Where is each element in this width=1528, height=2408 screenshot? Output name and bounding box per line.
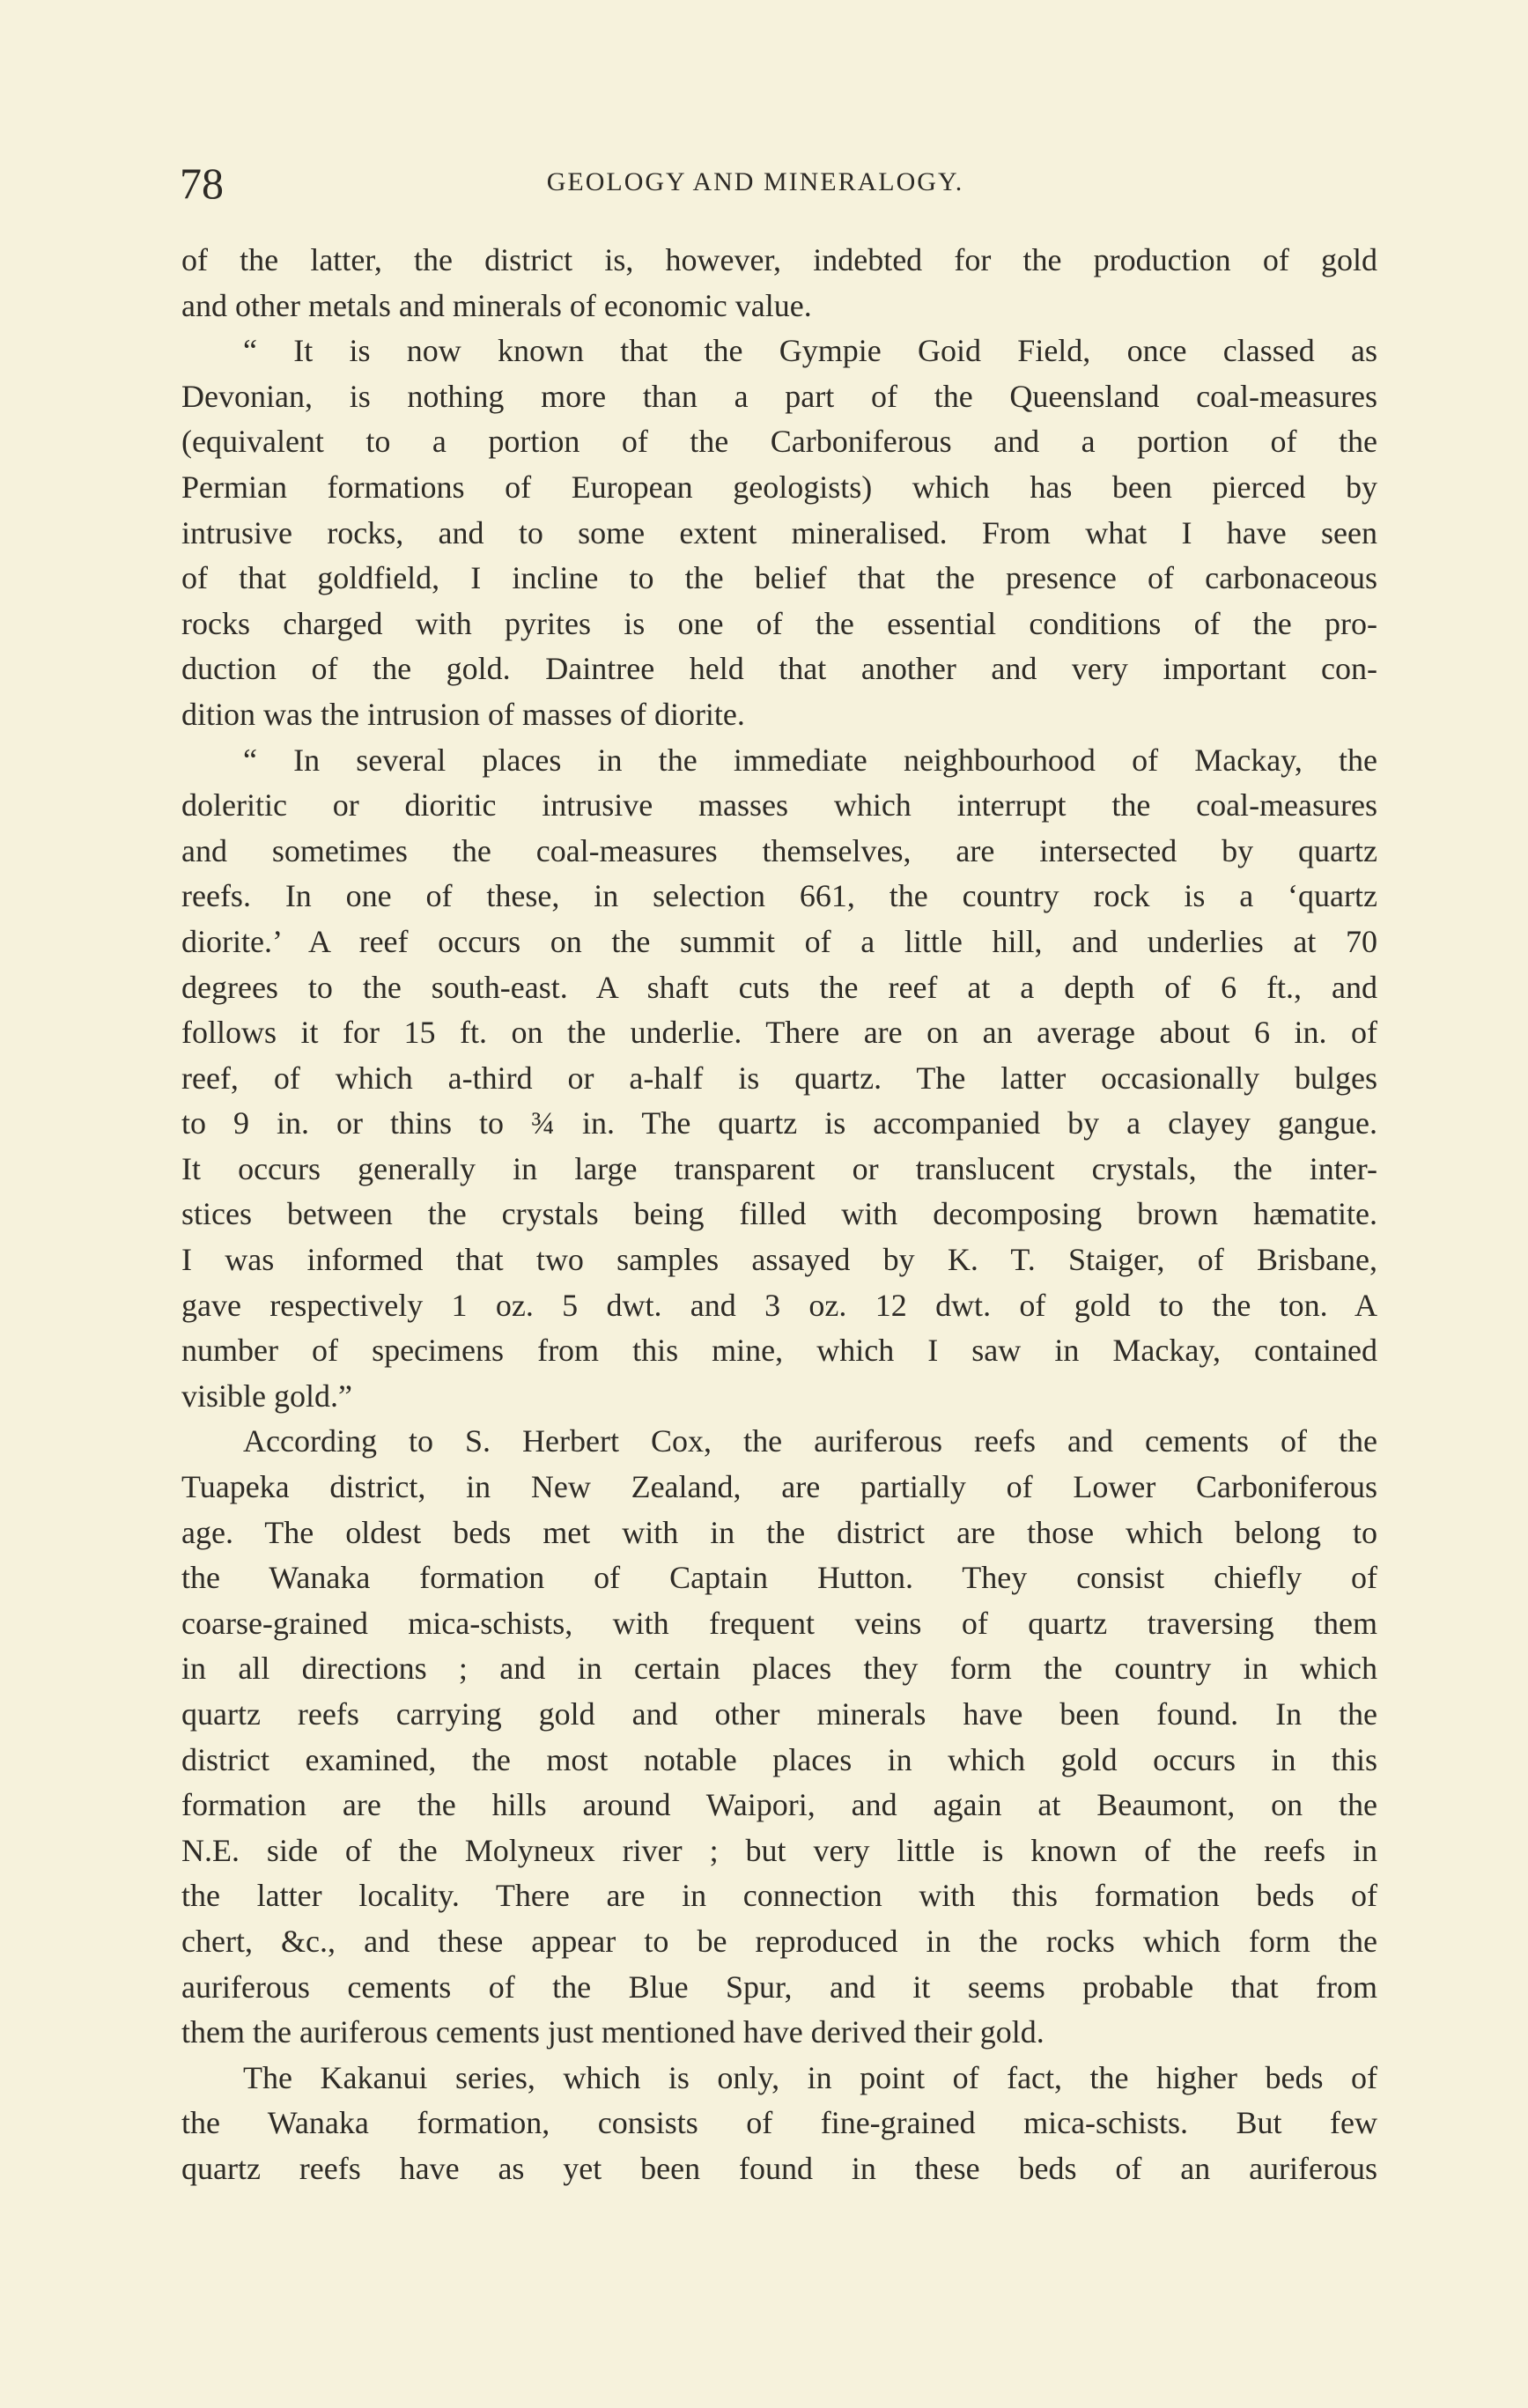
text-line: “ In several places in the immediate neighbourhood of Mackay, the: [243, 742, 1377, 778]
text-line: in all directions ; and in certain places they form the country in which: [181, 1651, 1377, 1687]
text-line: of the latter, the district is, however, indebted for the production of gold: [181, 242, 1377, 277]
text-line: “ It is now known that the Gympie Goid Field, once classed as: [243, 333, 1377, 369]
text-line: quartz reefs carrying gold and other minerals have been found. In the: [181, 1696, 1377, 1732]
body-text: [181, 238, 1377, 2192]
text-line: diorite.’ A reef occurs on the summit of a little hill, and underlies at 70: [181, 923, 1377, 959]
text-line: gave respectively 1 oz. 5 dwt. and 3 oz. 12 dwt. of gold to the ton. A: [181, 1287, 1377, 1323]
text-line: According to S. Herbert Cox, the auriferous reefs and cements of the: [243, 1423, 1377, 1459]
text-line: rocks charged with pyrites is one of the essential conditions of the pro-: [181, 605, 1377, 641]
text-line: them the auriferous cements just mentioned have derived their gold.: [181, 2014, 1045, 2050]
text-line: follows it for 15 ft. on the underlie. There are on an average about 6 in. of: [181, 1015, 1377, 1051]
text-line: (equivalent to a portion of the Carboniferous and a portion of the: [181, 424, 1377, 460]
text-line: dition was the intrusion of masses of diorite.: [181, 696, 745, 732]
text-line: auriferous cements of the Blue Spur, and it seems probable that from: [181, 1969, 1377, 2005]
text-line: N.E. side of the Molyneux river ; but very little is known of the reefs in: [181, 1832, 1377, 1868]
text-line: to 9 in. or thins to ¾ in. The quartz is accompanied by a clayey gangue.: [181, 1105, 1377, 1141]
text-line: degrees to the south-east. A shaft cuts the reef at a depth of 6 ft., and: [181, 969, 1377, 1005]
text-line: Permian formations of European geologists) which has been pierced by: [181, 469, 1377, 505]
text-line: Tuapeka district, in New Zealand, are partially of Lower Carboniferous: [181, 1469, 1377, 1505]
text-line: and other metals and minerals of economic value.: [181, 287, 812, 323]
text-line: district examined, the most notable places in which gold occurs in this: [181, 1741, 1377, 1777]
text-line: Devonian, is nothing more than a part of the Queensland coal-measures: [181, 378, 1377, 414]
text-line: reefs. In one of these, in selection 661, the country rock is a ‘quartz: [181, 878, 1377, 914]
text-line: stices between the crystals being filled with decomposing brown hæmatite.: [181, 1196, 1377, 1232]
text-line: the latter locality. There are in connection with this formation beds of: [181, 1878, 1377, 1914]
text-line: The Kakanui series, which is only, in point of fact, the higher beds of: [243, 2059, 1377, 2095]
text-line: duction of the gold. Daintree held that another and very important con-: [181, 651, 1377, 687]
text-line: number of specimens from this mine, which I saw in Mackay, contained: [181, 1333, 1377, 1369]
text-line: coarse-grained mica-schists, with frequent veins of quartz traversing them: [181, 1605, 1377, 1641]
text-line: visible gold.”: [181, 1378, 352, 1414]
text-line: the Wanaka formation of Captain Hutton. They consist chiefly of: [181, 1560, 1377, 1596]
text-line: formation are the hills around Waipori, and again at Beaumont, on the: [181, 1787, 1377, 1823]
text-line: chert, &c., and these appear to be reproduced in the rocks which form the: [181, 1923, 1377, 1959]
text-line: quartz reefs have as yet been found in these beds of an auriferous: [181, 2150, 1377, 2186]
running-head: GEOLOGY AND MINERALOGY.: [546, 167, 964, 196]
text-line: and sometimes the coal-measures themselves, are intersected by quartz: [181, 832, 1377, 868]
text-line: of that goldfield, I incline to the belief that the presence of carbonaceous: [181, 560, 1377, 596]
text-line: reef, of which a-third or a-half is quartz. The latter occasionally bulges: [181, 1060, 1377, 1096]
text-line: intrusive rocks, and to some extent mineralised. From what I have seen: [181, 514, 1377, 550]
text-line: the Wanaka formation, consists of fine-grained mica-schists. But few: [181, 2105, 1377, 2141]
page-number: 78: [180, 159, 224, 208]
text-line: age. The oldest beds met with in the district are those which belong to: [181, 1514, 1377, 1550]
text-line: doleritic or dioritic intrusive masses which interrupt the coal-measures: [181, 787, 1377, 824]
text-line: I was informed that two samples assayed by K. T. Staiger, of Brisbane,: [181, 1242, 1377, 1278]
text-line: It occurs generally in large transparent or translucent crystals, the inter-: [181, 1150, 1377, 1186]
